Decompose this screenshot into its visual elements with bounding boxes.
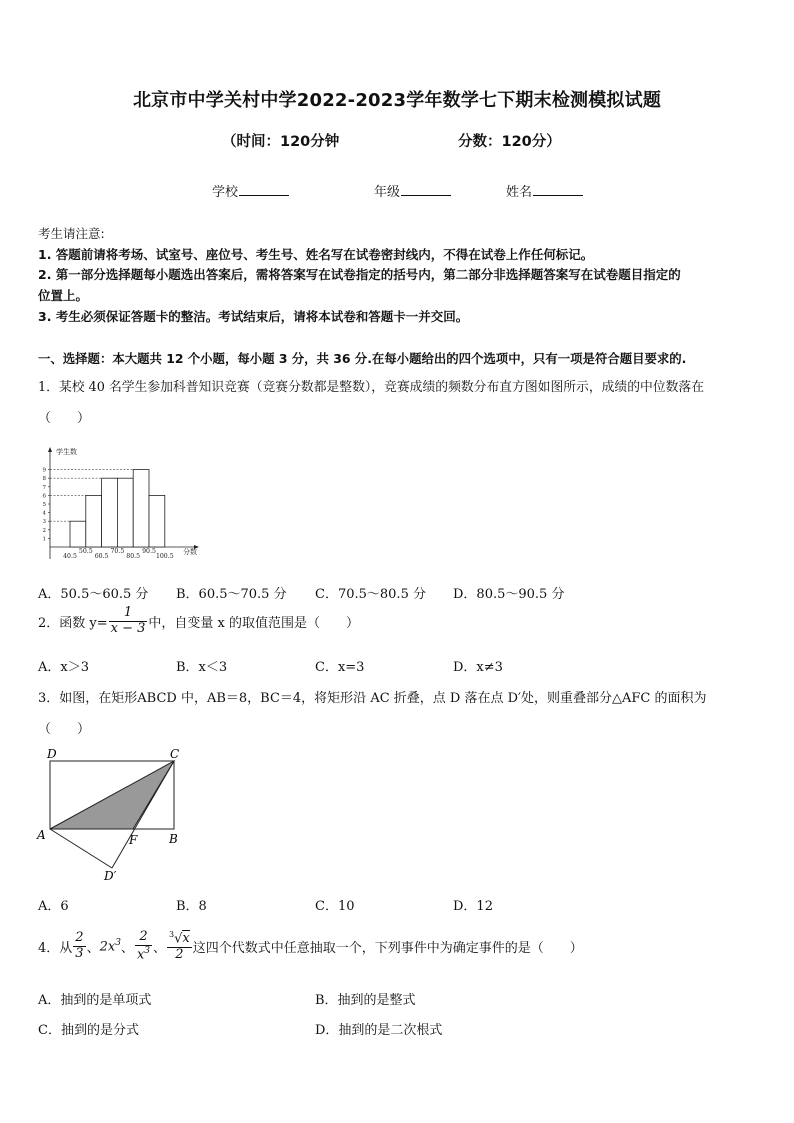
q4-option-a[interactable]: A．抽到的是单项式 — [38, 993, 152, 1008]
overlap-triangle-afc — [50, 761, 174, 829]
q4-sep-1: 、 — [86, 941, 100, 957]
histogram-bar — [70, 521, 86, 547]
q4-frac-1-num: 2 — [75, 930, 84, 946]
histogram-bar — [149, 495, 165, 547]
q4-frac-4-num — [167, 930, 192, 947]
exam-score: 分数：120分） — [458, 134, 561, 150]
q4-term-2 — [100, 938, 121, 954]
x-tick-label: 50.5 — [78, 548, 93, 555]
q1-text: 1．某校 40 名学生参加科普知识竞赛（竞赛分数都是整数），竞赛成绩的频数分布直方图如图所示，成绩的中位数落在 — [38, 380, 705, 395]
notice-item-2b: 位置上。 — [38, 288, 89, 303]
page-title: 北京市中学关村中学2022-2023学年数学七下期末检测模拟试题 — [132, 90, 662, 111]
x-tick-label: 40.5 — [63, 553, 77, 560]
y-tick-label: 4 — [42, 510, 46, 517]
q1-histogram — [36, 444, 206, 566]
q2-option-c[interactable]: C．x=3 — [315, 660, 365, 675]
q3-option-d[interactable]: D．12 — [453, 899, 493, 914]
school-label: 学校 — [212, 185, 239, 200]
q4-frac-4-den: 2 — [167, 947, 192, 963]
grade-blank — [401, 183, 451, 196]
q2-fraction-num: 1 — [123, 605, 133, 620]
school-field — [212, 181, 289, 200]
y-axis-arrow — [48, 447, 52, 452]
q4-frac-3-den-base: x — [136, 947, 145, 963]
q3-figure — [30, 744, 200, 884]
q2-fraction-den: x − 3 — [110, 620, 146, 636]
name-field — [506, 181, 583, 200]
label-f: F — [129, 833, 138, 847]
name-label: 姓名 — [506, 185, 533, 200]
q4-sep-2: 、 — [120, 941, 134, 957]
y-tick-label: 2 — [42, 527, 46, 534]
notice-item-3: 3. 考生必须保证答题卡的整洁。考试结束后，请将本试卷和答题卡一并交回。 — [38, 309, 469, 324]
q1-paren: （ ） — [38, 411, 91, 426]
exam-time: （时间：120分钟 — [222, 134, 340, 150]
q4-suffix: 这四个代数式中任意抽取一个，下列事件中为确定事件的是（ ） — [192, 941, 583, 957]
q4-frac-3-den-exp: 3 — [144, 945, 151, 956]
q4-option-c[interactable]: C．抽到的是分式 — [38, 1023, 139, 1038]
x-tick-label: 90.5 — [142, 548, 156, 555]
label-a: A — [37, 828, 46, 842]
name-blank — [533, 183, 583, 196]
q2-fraction — [109, 606, 148, 637]
label-d-prime: D′ — [104, 869, 117, 883]
histogram-bar — [86, 495, 102, 547]
q3-option-c[interactable]: C．10 — [315, 899, 355, 914]
q2-text — [38, 606, 359, 637]
segment-ad-prime — [50, 829, 112, 868]
q4-frac-1 — [73, 931, 85, 962]
section-1-heading: 一、选择题：本大题共 12 个小题，每小题 3 分，共 36 分.在每小题给出的四个选项中，只有一项是符合题目要求的. — [38, 351, 687, 366]
q3-text: 3．如图，在矩形ABCD 中，AB＝8，BC＝4，将矩形沿 AC 折叠，点 D 落在点 D′处，则重叠部分△AFC 的面积为 — [38, 691, 707, 706]
x-tick-label: 70.5 — [110, 548, 125, 555]
histogram-bar — [102, 478, 118, 547]
school-blank — [239, 183, 289, 196]
label-d: D — [47, 747, 57, 761]
q4-radicand: x — [182, 931, 190, 947]
y-tick-label: 7 — [42, 484, 46, 491]
x-tick-label: 100.5 — [155, 553, 174, 560]
q4-frac-3-den — [135, 945, 152, 963]
x-tick-label: 60.5 — [94, 553, 109, 560]
grade-label: 年级 — [374, 185, 401, 200]
q4-root-index: 3 — [169, 930, 175, 939]
q4-term-2-base: 2x — [99, 939, 116, 955]
q1-option-d[interactable]: D．80.5～90.5 分 — [453, 587, 565, 602]
x-tick-label: 80.5 — [126, 553, 141, 560]
y-tick-label: 1 — [42, 536, 46, 543]
notice-item-1: 1. 答题前请将考场、试室号、座位号、考生号、姓名写在试卷密封线内，不得在试卷上作任何标记。 — [38, 247, 594, 262]
y-axis-label: 学生数 — [56, 448, 77, 456]
q2-option-a[interactable]: A．x＞3 — [38, 660, 89, 675]
q2-option-b[interactable]: B．x＜3 — [176, 660, 228, 675]
q4-term-2-exp: 3 — [115, 938, 121, 949]
q4-text — [38, 930, 583, 963]
q1-option-b[interactable]: B．60.5～70.5 分 — [176, 587, 287, 602]
histogram-bar — [117, 478, 133, 547]
y-tick-label: 9 — [42, 467, 46, 474]
q4-frac-3 — [135, 930, 152, 963]
label-c: C — [170, 747, 180, 761]
q4-option-b[interactable]: B．抽到的是整式 — [315, 993, 416, 1008]
q3-option-a[interactable]: A．6 — [38, 899, 69, 914]
q4-sep-3: 、 — [153, 941, 167, 957]
notice-item-2a: 2. 第一部分选择题每小题选出答案后，需将答案写在试卷指定的括号内，第二部分非选择题答案写在试卷题目指定的 — [38, 267, 681, 282]
grade-field — [374, 181, 451, 200]
q4-frac-4 — [167, 930, 192, 963]
q4-option-d[interactable]: D．抽到的是二次根式 — [315, 1023, 443, 1038]
label-b: B — [169, 832, 178, 846]
y-tick-label: 5 — [42, 502, 46, 508]
q2-prefix: 2．函数 y= — [38, 615, 108, 631]
q2-suffix: 中，自变量 x 的取值范围是（ ） — [148, 615, 360, 631]
q3-paren: （ ） — [38, 722, 91, 737]
q1-option-c[interactable]: C．70.5～80.5 分 — [315, 587, 426, 602]
x-axis-label: 分数 — [183, 548, 197, 556]
q2-option-d[interactable]: D．x≠3 — [453, 660, 503, 675]
q1-option-a[interactable]: A．50.5～60.5 分 — [38, 587, 149, 602]
y-tick-label: 3 — [42, 519, 46, 526]
radical-sign-icon: √ — [174, 931, 183, 947]
q4-frac-1-den: 3 — [75, 946, 84, 962]
y-tick-label: 6 — [42, 493, 46, 500]
q4-frac-3-num: 2 — [139, 929, 148, 944]
q3-option-b[interactable]: B．8 — [176, 899, 207, 914]
y-tick-label: 8 — [42, 476, 46, 483]
q4-prefix: 4．从 — [38, 941, 73, 957]
notice-heading: 考生请注意: — [38, 226, 105, 241]
histogram-bar — [133, 470, 149, 547]
